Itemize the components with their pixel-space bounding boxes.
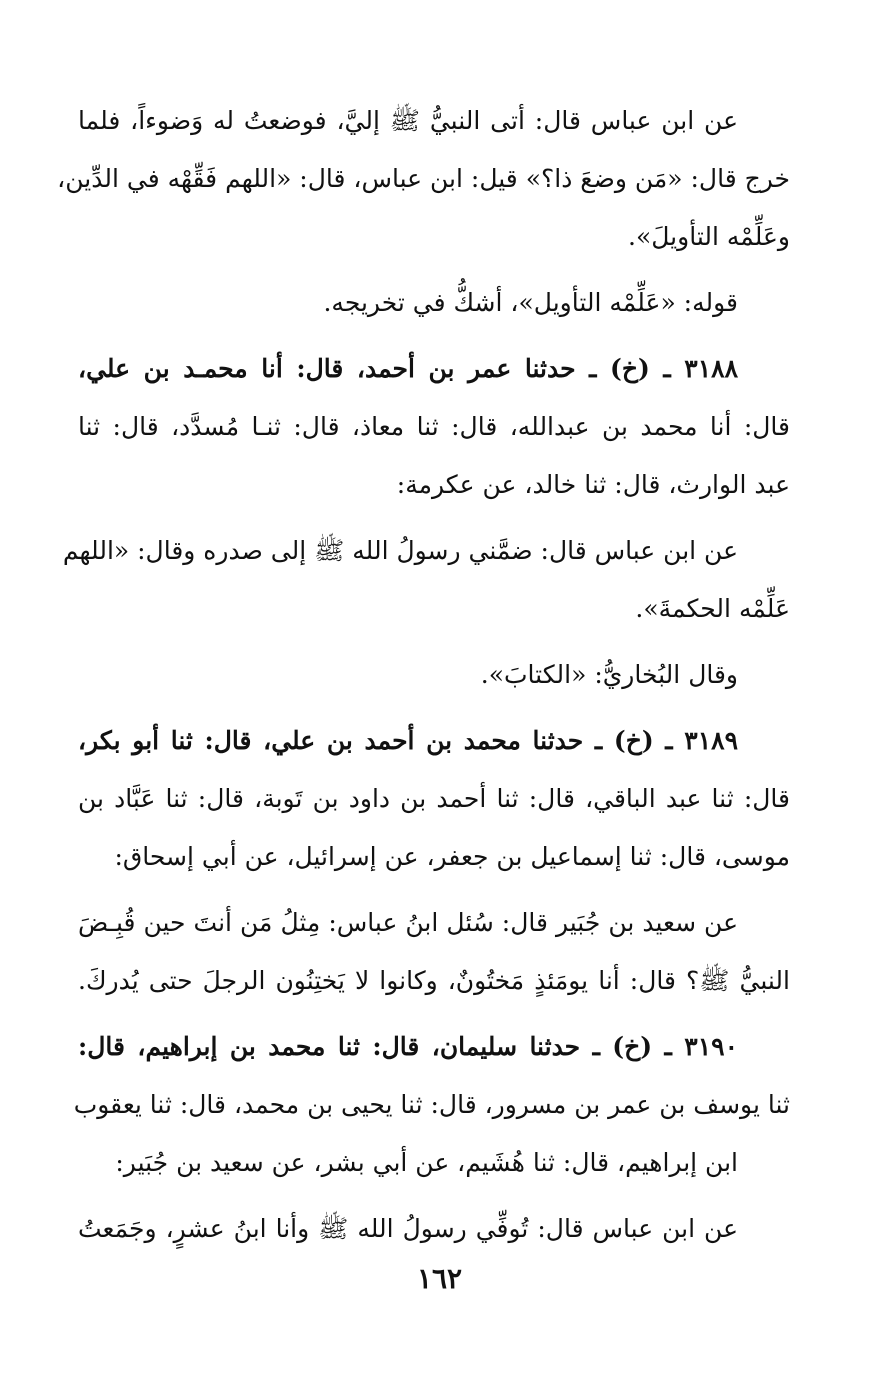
text-line: عن سعيد بن جُبَير قال: سُئل ابنُ عباس: مِثلُ مَن أنتَ حين قُبِـضَ — [78, 908, 738, 937]
text-line: خرج قال: «مَن وضعَ ذا؟» قيل: ابن عباس، قال: «اللهم فَقِّهْه في الدِّين، — [57, 164, 790, 193]
page-number: ١٦٢ — [416, 1262, 463, 1295]
text-line: وعَلِّمْه التأويلَ». — [628, 222, 790, 251]
text-line: عن ابن عباس قال: ضمَّني رسولُ الله ﷺ إلى صدره وقال: «اللهم — [62, 536, 738, 565]
paragraph-hadith-3188 — [62, 522, 790, 638]
text-line: عن ابن عباس قال: أتى النبيُّ ﷺ إليَّ، فوضعتُ له وَضوءاً، فلما — [78, 106, 738, 135]
text-line: النبيُّ ﷺ؟ قال: أنا يومَئذٍ مَختُونٌ، وكانوا لا يَختِنُون الرجلَ حتى يُدركَ. — [78, 966, 790, 995]
text-line: ٣١٨٨ ـ (خ) ـ حدثنا عمر بن أحمد، قال: أنا محمـد بن علي، — [78, 354, 738, 383]
paragraph-hadith-3189 — [78, 894, 790, 1010]
text-line: ثنا يوسف بن عمر بن مسرور، قال: ثنا يحيى بن محمد، قال: ثنا يعقوب — [73, 1090, 790, 1119]
text-line: ابن إبراهيم، قال: ثنا هُشَيم، عن أبي بشر، عن سعيد بن جُبَير: — [115, 1148, 738, 1177]
text-line: قوله: «عَلِّمْه التأويل»، أشكُّ في تخريجه. — [323, 288, 738, 317]
paragraph-hadith-3190 — [78, 1200, 790, 1258]
paragraph-comment-1 — [78, 274, 790, 332]
text-line: قال: أنا محمد بن عبدالله، قال: ثنا معاذ، قال: ثنـا مُسدَّد، قال: ثنا — [78, 412, 790, 441]
paragraph-isnad-3188 — [78, 340, 790, 514]
text-line: عن ابن عباس قال: تُوفِّي رسولُ الله ﷺ وأنا ابنُ عشرٍ، وجَمَعتُ — [78, 1214, 738, 1243]
text-line: ٣١٨٩ ـ (خ) ـ حدثنا محمد بن أحمد بن علي، قال: ثنا أبو بكر، — [78, 726, 738, 755]
text-line: قال: ثنا عبد الباقي، قال: ثنا أحمد بن داود بن تَوبة، قال: ثنا عَبَّاد بن — [78, 784, 790, 813]
paragraph-isnad-3189 — [78, 712, 790, 886]
text-line: موسى، قال: ثنا إسماعيل بن جعفر، عن إسرائيل، عن أبي إسحاق: — [114, 842, 790, 871]
text-line: وقال البُخاريُّ: «الكتابَ». — [480, 660, 738, 689]
paragraph-isnad-3190 — [73, 1018, 790, 1192]
text-line: عبد الوارث، قال: ثنا خالد، عن عكرمة: — [396, 470, 790, 499]
text-line: عَلِّمْه الحكمةَ». — [635, 594, 790, 623]
paragraph-comment-2 — [78, 646, 790, 704]
page-body — [57, 92, 790, 1258]
paragraph-hadith-1 — [57, 92, 790, 266]
text-line: ٣١٩٠ ـ (خ) ـ حدثنا سليمان، قال: ثنا محمد بن إبراهيم، قال: — [78, 1032, 738, 1061]
